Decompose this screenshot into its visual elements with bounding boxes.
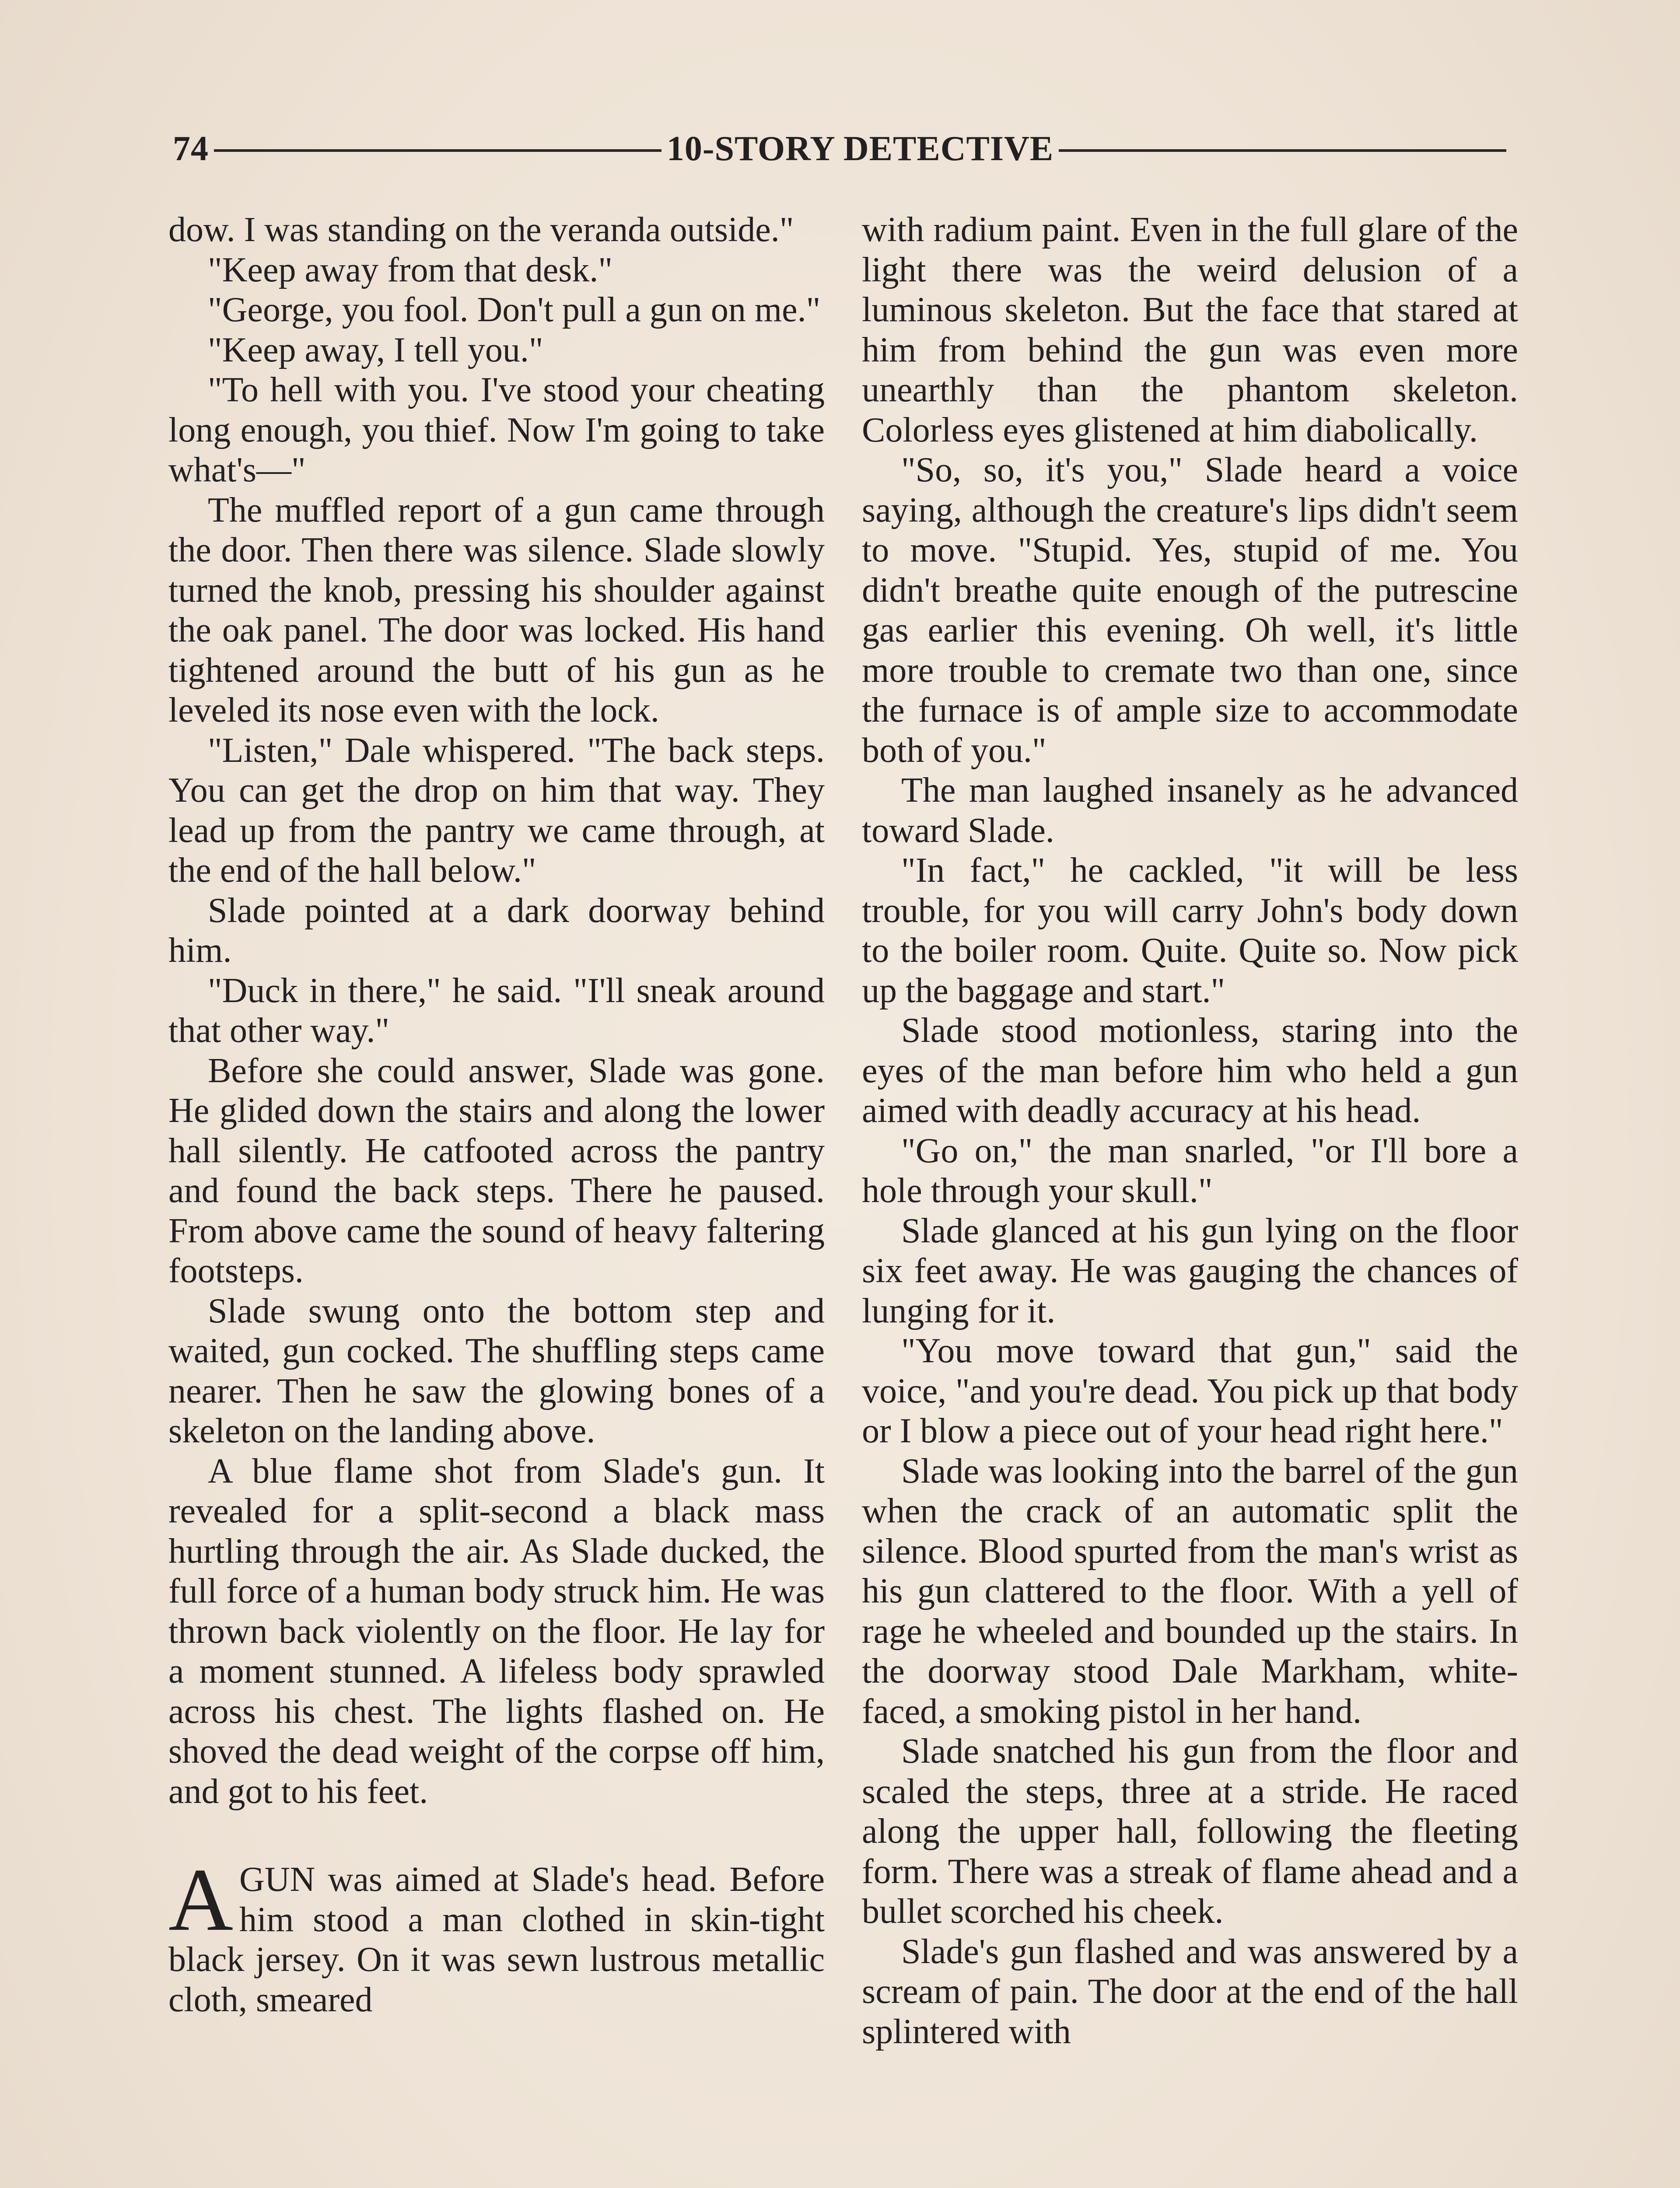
running-title: 10-STORY DETECTIVE <box>666 129 1054 168</box>
paragraph: "You move toward that gun," said the voice, "and you're dead. You pick up that body or I blow a piece out of your head right here." <box>862 1332 1518 1450</box>
paragraph: Before she could answer, Slade was gone. He glided down the stairs and along the lower hall silently. He catfooted across the pantry and found the back steps. There he paused. From above came the sound of heavy faltering footsteps. <box>168 1051 825 1290</box>
paragraph: Slade stood motionless, staring into the eyes of the man before him who held a gun aimed with deadly accuracy at his head. <box>862 1011 1518 1130</box>
paragraph: Slade's gun flashed and was answered by a scream of pain. The door at the end of the hall splintered with <box>862 1932 1518 2051</box>
paragraph: "Keep away, I tell you." <box>208 330 543 369</box>
paragraph: Slade was looking into the barrel of the gun when the crack of an automatic split the silence. Blood spurted from the man's wrist as his gun clattered to the floor. With a yell of rage he wheeled and bounded up the stairs. In the doorway stood Dale Markham, white-faced, a smoking pistol in her hand. <box>862 1452 1518 1731</box>
paragraph: dow. I was standing on the veranda outside." <box>168 210 794 249</box>
paragraph: with radium paint. Even in the full glare of the light there was the weird delusion of a luminous skeleton. But the face that stared at him from behind the gun was even more unearthly than the phantom skeleton. Colorless eyes glistened at him diabolically. <box>862 210 1518 449</box>
paragraph: "Go on," the man snarled, "or I'll bore a hole through your skull." <box>862 1131 1518 1210</box>
paragraph: "So, so, it's you," Slade heard a voice saying, although the creature's lips didn't seem to move. "Stupid. Yes, stupid of me. You didn't breathe quite enough of the putrescine gas earlier this evening. Oh well, it's little more trouble to cremate two than one, since the furnace is of ample size to accommodate both of you." <box>862 451 1518 770</box>
paragraph: Slade snatched his gun from the floor and scaled the steps, three at a stride. He raced along the upper hall, following the fleeting form. There was a streak of flame ahead and a bullet scorched his cheek. <box>862 1732 1518 1931</box>
page-number: 74 <box>173 129 209 168</box>
paragraph: The muffled report of a gun came through the door. Then there was silence. Slade slowly turned the knob, pressing his shoulder against the oak panel. The door was locked. His hand tightened around the butt of his gun as he leveled its nose even with the lock. <box>168 491 825 729</box>
drop-cap: A <box>168 1850 234 1950</box>
paragraph: Slade pointed at a dark doorway behind him. <box>168 891 825 970</box>
section-opening-paragraph <box>168 1850 825 2020</box>
paragraph: "Listen," Dale whispered. "The back steps. You can get the drop on him that way. They lead up from the pantry we came through, at the end of the hall below." <box>168 731 825 890</box>
header-rule-right <box>1059 149 1506 152</box>
left-column <box>168 210 825 2020</box>
paragraph: "George, you fool. Don't pull a gun on me." <box>208 291 821 329</box>
paragraph: The man laughed insanely as he advanced toward Slade. <box>862 771 1518 850</box>
page-header <box>173 125 1512 173</box>
paragraph: Slade swung onto the bottom step and waited, gun cocked. The shuffling steps came nearer. Then he saw the glowing bones of a skeleton on the landing above. <box>168 1291 825 1450</box>
paragraph: Slade glanced at his gun lying on the floor six feet away. He was gauging the chances of lunging for it. <box>862 1211 1518 1330</box>
right-column <box>862 210 1518 2052</box>
paragraph: A blue flame shot from Slade's gun. It revealed for a split-second a black mass hurtling through the air. As Slade ducked, the full force of a human body struck him. He was thrown back violently on the floor. He lay for a moment stunned. A lifeless body sprawled across his chest. The lights flashed on. He shoved the dead weight of the corpse off him, and got to his feet. <box>168 1452 825 1811</box>
paragraph: "To hell with you. I've stood your cheating long enough, you thief. Now I'm going to take what's—" <box>168 371 825 489</box>
paragraph: "Keep away from that desk." <box>208 250 612 289</box>
paragraph: "Duck in there," he said. "I'll sneak around that other way." <box>168 971 825 1050</box>
header-rule-left <box>214 149 662 152</box>
paragraph-text: GUN was aimed at Slade's head. Before him stood a man clothed in skin-tight black jersey. On it was sewn lustrous metallic cloth, smeared <box>168 1860 825 2019</box>
paragraph: "In fact," he cackled, "it will be less trouble, for you will carry John's body down to the boiler room. Quite. Quite so. Now pick up the baggage and start." <box>862 851 1518 1010</box>
